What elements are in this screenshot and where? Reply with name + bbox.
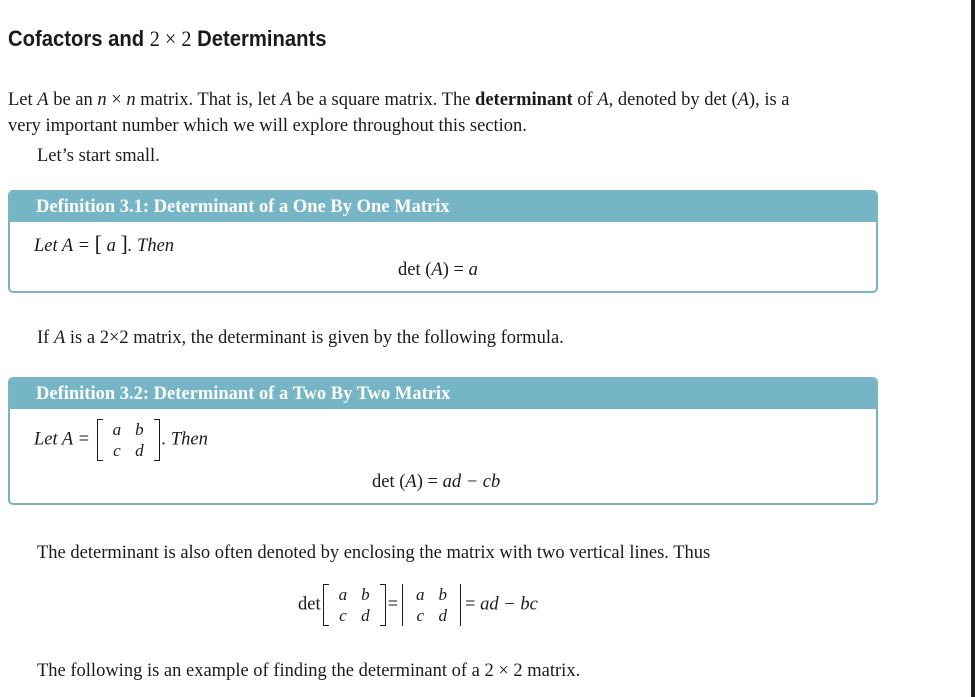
definition-3-2-statement: Let A = a b c d . Then (34, 420, 208, 460)
definition-3-1-formula: det (A) = a (398, 260, 478, 280)
matrix-a-bracketed: a b c d (97, 419, 160, 461)
vertical-bar-matrix: a b c d (400, 584, 463, 626)
definition-3-2-formula: det (A) = ad − cb (372, 472, 501, 492)
two-by-two-intro-text: If A is a 2×2 matrix, the determinant is given by the following formula. (37, 328, 564, 348)
window-edge (971, 0, 975, 697)
start-small-text: Let’s start small. (37, 146, 160, 166)
intro-paragraph: Let A be an n × n matrix. That is, let A be a square matrix. The determinant of A, denoted by det (A), is a very important number which we will explore throughout this section. (8, 90, 790, 136)
definition-3-1-heading: Definition 3.1: Determinant of a One By One Matrix (10, 192, 876, 222)
definition-3-1-box (8, 190, 878, 293)
determinant-term: determinant (475, 90, 573, 110)
bracket-matrix: a b c d (323, 584, 386, 626)
definition-3-1-statement: Let A = [ a ]. Then (34, 231, 175, 256)
definition-3-2-box (8, 377, 878, 505)
determinant-notation-equation: det a b c d = a b c d = ad − bc (298, 585, 538, 625)
definition-3-2-heading: Definition 3.2: Determinant of a Two By Two Matrix (10, 379, 876, 409)
section-title: Cofactors and 2 × 2 Determinants (8, 26, 327, 51)
vertical-lines-text: The determinant is also often denoted by enclosing the matrix with two vertical lines. Thus (37, 543, 711, 563)
example-intro-text: The following is an example of finding the determinant of a 2 × 2 matrix. (37, 661, 581, 681)
